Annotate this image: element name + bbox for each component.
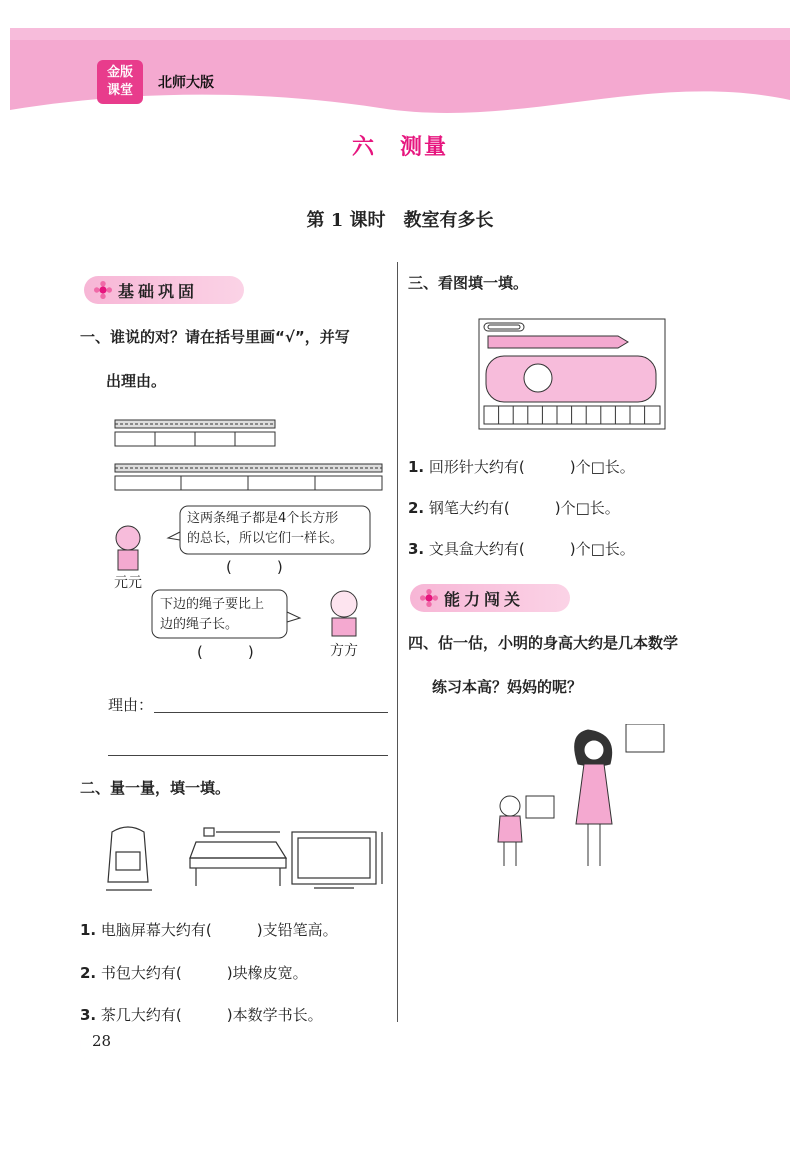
bubble1-line2: 的总长，所以它们一样长。 [187, 531, 344, 546]
reason-label: 理由： [108, 696, 154, 714]
name-label-2: 方方 [330, 643, 358, 659]
girl-figure-1 [116, 526, 140, 570]
reason-line-1[interactable] [154, 712, 388, 713]
girl-figure-2 [331, 591, 357, 636]
section-badge-basic [84, 276, 244, 304]
q2-item-2-num: 2. [80, 964, 97, 982]
section-badge-ability [410, 584, 570, 612]
section-label: 能力闯关 [444, 589, 525, 609]
q3-item-2-text: 钢笔大约有( )个□长。 [428, 499, 620, 517]
flower-icon [420, 589, 438, 607]
question-4 [408, 632, 738, 698]
monitor-icon [292, 832, 382, 888]
bubble2-line1: 下边的绳子要比上 [160, 597, 265, 612]
bubble1-line1: 这两条绳子都是4个长方形 [187, 511, 339, 526]
q3-item-1-text: 回形针大约有( )个□长。 [428, 458, 635, 476]
q2-item-2 [80, 962, 308, 983]
q2-item-1-num: 1. [80, 921, 97, 939]
edition-label: 北师大版 [158, 75, 214, 91]
answer-paren-1[interactable]: ( ) [226, 558, 283, 576]
backpack-icon [106, 827, 152, 890]
stationery-figure [478, 318, 666, 430]
question-4-line2: 练习本高？妈妈的呢？ [432, 678, 583, 696]
name-label-1: 元元 [114, 575, 142, 591]
q3-item-3-num: 3. [408, 540, 425, 558]
pencil-case-icon [486, 356, 656, 402]
q2-item-3-text: 茶几大约有( )本数学书长。 [100, 1006, 323, 1024]
q3-item-3-text: 文具盒大约有( )个□长。 [428, 540, 635, 558]
q3-item-2-num: 2. [408, 499, 425, 517]
q2-item-2-text: 书包大约有( )块橡皮宽。 [100, 964, 308, 982]
question-1 [80, 326, 400, 392]
question-3: 三、看图填一填。 [408, 274, 529, 292]
workbook-icon-small [526, 796, 554, 818]
page-number: 28 [92, 1032, 112, 1050]
chapter-title: 六 测量 [351, 134, 448, 160]
q3-item-1-num: 1. [408, 458, 425, 476]
q3-item-3 [408, 538, 635, 559]
paperclip-icon [484, 323, 524, 331]
q2-item-1-text: 电脑屏幕大约有( )支铅笔高。 [100, 921, 338, 939]
q2-item-3-num: 3. [80, 1006, 97, 1024]
speech-bubble-1 [187, 509, 343, 549]
q3-item-2 [408, 497, 620, 518]
answer-paren-2[interactable]: ( ) [197, 643, 254, 661]
flower-icon [94, 281, 112, 299]
section-label: 基础巩固 [118, 281, 199, 301]
mother-figure [575, 730, 612, 866]
q2-item-1 [80, 919, 338, 940]
question-1-line2: 出理由。 [106, 372, 167, 390]
measure-objects-figure [100, 822, 390, 902]
logo: 金版 课堂 [97, 60, 143, 104]
table-icon [190, 828, 286, 886]
boy-figure [498, 796, 522, 866]
question-1-line1: 一、谁说的对？请在括号里画“√”，并写 [80, 328, 350, 346]
workbook-icon [626, 724, 664, 752]
question-4-line1: 四、估一估，小明的身高大约是几本数学 [408, 634, 679, 652]
question-2: 二、量一量，填一填。 [80, 779, 231, 797]
q3-item-1 [408, 456, 635, 477]
pen-icon [488, 336, 628, 348]
bubble2-line2: 边的绳子长。 [160, 617, 239, 632]
reason-line-2[interactable] [108, 755, 388, 756]
height-estimate-figure [486, 724, 666, 874]
lesson-title: 第 1 课时 教室有多长 [306, 210, 494, 231]
speech-bubble-2 [160, 595, 264, 635]
